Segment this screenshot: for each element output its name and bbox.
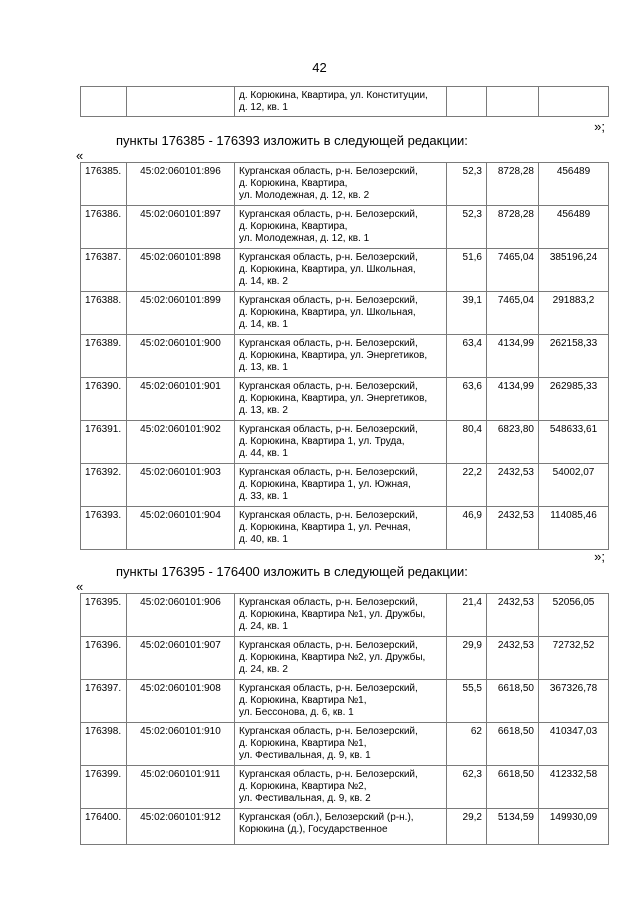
- table-row: [81, 594, 609, 637]
- cell-cadastral: 45:02:060101:902: [127, 421, 235, 464]
- cell-price: 5134,59: [487, 809, 539, 845]
- closing-quote-1: »;: [594, 119, 605, 134]
- address-line: Курганская область, р-н. Белозерский,: [239, 252, 418, 263]
- cell-cadastral: 45:02:060101:907: [127, 637, 235, 680]
- cell-num: 176400.: [81, 809, 127, 845]
- address-line: д. 14, кв. 2: [239, 276, 288, 287]
- address-line: Курганская область, р-н. Белозерский,: [239, 510, 418, 521]
- cell-price: 4134,99: [487, 378, 539, 421]
- cell-address: [235, 292, 447, 335]
- cell-cost: 456489: [539, 163, 609, 206]
- cell-address: [235, 421, 447, 464]
- cell-cost: 72732,52: [539, 637, 609, 680]
- cell-area: 52,3: [447, 206, 487, 249]
- paragraph-intro-1: пункты 176385 - 176393 изложить в следующей редакции:: [116, 133, 468, 148]
- address-line: Курганская область, р-н. Белозерский,: [239, 769, 418, 780]
- address-line: Курганская (обл.), Белозерский (р-н.),: [239, 812, 414, 823]
- opening-quote-1: «: [76, 148, 84, 163]
- address-line: д. Корюкина, Квартира 1, ул. Труда,: [239, 436, 405, 447]
- cell-address: [235, 723, 447, 766]
- address-line: д. Корюкина, Квартира, ул. Энергетиков,: [239, 350, 428, 361]
- address-line: ул. Молодежная, д. 12, кв. 2: [239, 190, 370, 201]
- address-line: д. Корюкина, Квартира, ул. Энергетиков,: [239, 393, 428, 404]
- address-line: д. Корюкина, Квартира, ул. Школьная,: [239, 307, 416, 318]
- cell-area: 62,3: [447, 766, 487, 809]
- cell-cadastral: 45:02:060101:901: [127, 378, 235, 421]
- cell-cadastral: 45:02:060101:908: [127, 680, 235, 723]
- table-row: [81, 206, 609, 249]
- address-line: Курганская область, р-н. Белозерский,: [239, 597, 418, 608]
- address-line: д. 33, кв. 1: [239, 491, 288, 502]
- cell-cadastral: [127, 87, 235, 117]
- cell-cadastral: 45:02:060101:912: [127, 809, 235, 845]
- cell-num: 176386.: [81, 206, 127, 249]
- cell-address: [235, 378, 447, 421]
- cell-num: 176389.: [81, 335, 127, 378]
- cell-num: 176396.: [81, 637, 127, 680]
- table-row: [81, 335, 609, 378]
- cell-price: 6823,80: [487, 421, 539, 464]
- cell-area: 51,6: [447, 249, 487, 292]
- cell-price: 7465,04: [487, 249, 539, 292]
- address-line: Курганская область, р-н. Белозерский,: [239, 640, 418, 651]
- cell-address: [235, 335, 447, 378]
- cell-address: [235, 680, 447, 723]
- cell-cost: 291883,2: [539, 292, 609, 335]
- cell-address: [235, 249, 447, 292]
- table-row: [81, 507, 609, 550]
- address-line: ул. Молодежная, д. 12, кв. 1: [239, 233, 370, 244]
- address-line: Курганская область, р-н. Белозерский,: [239, 467, 418, 478]
- address-line: Курганская область, р-н. Белозерский,: [239, 338, 418, 349]
- cell-cost: 410347,03: [539, 723, 609, 766]
- properties-table-2: [80, 593, 609, 845]
- closing-quote-2: »;: [594, 549, 605, 564]
- cell-price: 2432,53: [487, 507, 539, 550]
- address-line: д. Корюкина, Квартира 1, ул. Южная,: [239, 479, 411, 490]
- cell-cost: 367326,78: [539, 680, 609, 723]
- cell-price: 2432,53: [487, 464, 539, 507]
- cell-num: 176399.: [81, 766, 127, 809]
- address-line: д. Корюкина, Квартира 1, ул. Речная,: [239, 522, 411, 533]
- cell-cadastral: 45:02:060101:900: [127, 335, 235, 378]
- opening-quote-2: «: [76, 579, 84, 594]
- address-line: д. Корюкина, Квартира №1,: [239, 738, 367, 749]
- address-line: д. 14, кв. 1: [239, 319, 288, 330]
- cell-cost: 262158,33: [539, 335, 609, 378]
- table-row: [81, 809, 609, 845]
- address-line: д. 13, кв. 2: [239, 405, 288, 416]
- address-line: д. 13, кв. 1: [239, 362, 288, 373]
- cell-cost: 548633,61: [539, 421, 609, 464]
- address-line: Курганская область, р-н. Белозерский,: [239, 424, 418, 435]
- cell-cost: 54002,07: [539, 464, 609, 507]
- cell-address: [235, 809, 447, 845]
- cell-num: 176391.: [81, 421, 127, 464]
- cell-price: [487, 87, 539, 117]
- cell-cost: [539, 87, 609, 117]
- cell-num: [81, 87, 127, 117]
- cell-num: 176387.: [81, 249, 127, 292]
- cell-cost: 149930,09: [539, 809, 609, 845]
- cell-area: [447, 87, 487, 117]
- address-line: д. Корюкина, Квартира №1,: [239, 695, 367, 706]
- cell-num: 176390.: [81, 378, 127, 421]
- address-line: д. 44, кв. 1: [239, 448, 288, 459]
- cell-address: [235, 594, 447, 637]
- address-line: Курганская область, р-н. Белозерский,: [239, 166, 418, 177]
- cell-area: 39,1: [447, 292, 487, 335]
- cell-cost: 52056,05: [539, 594, 609, 637]
- cell-area: 21,4: [447, 594, 487, 637]
- address-line: д. 24, кв. 2: [239, 664, 288, 675]
- address-line: ул. Фестивальная, д. 9, кв. 2: [239, 793, 371, 804]
- cell-area: 22,2: [447, 464, 487, 507]
- address-line: д. Корюкина, Квартира,: [239, 221, 348, 232]
- address-line: ул. Бессонова, д. 6, кв. 1: [239, 707, 354, 718]
- table-row: [81, 163, 609, 206]
- cell-num: 176397.: [81, 680, 127, 723]
- cell-price: 7465,04: [487, 292, 539, 335]
- table-row: [81, 87, 609, 117]
- cell-price: 6618,50: [487, 766, 539, 809]
- address-line: д. Корюкина, Квартира №2, ул. Дружбы,: [239, 652, 426, 663]
- cell-cost: 262985,33: [539, 378, 609, 421]
- address-line: д. Корюкина, Квартира, ул. Школьная,: [239, 264, 416, 275]
- cell-cadastral: 45:02:060101:906: [127, 594, 235, 637]
- table-row: [81, 292, 609, 335]
- address-line: д. 40, кв. 1: [239, 534, 288, 545]
- cell-address: [235, 163, 447, 206]
- cell-area: 29,9: [447, 637, 487, 680]
- cell-cost: 456489: [539, 206, 609, 249]
- table-row: [81, 421, 609, 464]
- cell-area: 63,4: [447, 335, 487, 378]
- cell-num: 176388.: [81, 292, 127, 335]
- cell-address: [235, 464, 447, 507]
- cell-cost: 114085,46: [539, 507, 609, 550]
- address-line: ул. Фестивальная, д. 9, кв. 1: [239, 750, 371, 761]
- cell-num: 176393.: [81, 507, 127, 550]
- cell-address: [235, 637, 447, 680]
- cell-address: [235, 206, 447, 249]
- cell-cadastral: 45:02:060101:904: [127, 507, 235, 550]
- table-row: [81, 766, 609, 809]
- cell-price: 8728,28: [487, 163, 539, 206]
- address-line: д. Корюкина, Квартира, ул. Конституции,: [239, 90, 428, 101]
- cell-area: 80,4: [447, 421, 487, 464]
- table-row: [81, 723, 609, 766]
- cell-cadastral: 45:02:060101:897: [127, 206, 235, 249]
- properties-table-1: [80, 162, 609, 550]
- table-row: [81, 378, 609, 421]
- address-line: д. Корюкина, Квартира,: [239, 178, 348, 189]
- cell-area: 55,5: [447, 680, 487, 723]
- cell-num: 176395.: [81, 594, 127, 637]
- cell-num: 176385.: [81, 163, 127, 206]
- cell-cadastral: 45:02:060101:899: [127, 292, 235, 335]
- cell-address: [235, 766, 447, 809]
- cell-area: 29,2: [447, 809, 487, 845]
- table-row: [81, 464, 609, 507]
- cell-cost: 385196,24: [539, 249, 609, 292]
- cell-area: 62: [447, 723, 487, 766]
- address-line: Курганская область, р-н. Белозерский,: [239, 209, 418, 220]
- cell-area: 46,9: [447, 507, 487, 550]
- top-fragment-table: [80, 86, 609, 117]
- address-line: д. 24, кв. 1: [239, 621, 288, 632]
- address-line: Курганская область, р-н. Белозерский,: [239, 381, 418, 392]
- page-number: 42: [312, 60, 327, 75]
- cell-price: 4134,99: [487, 335, 539, 378]
- cell-address: [235, 507, 447, 550]
- address-line: д. 12, кв. 1: [239, 102, 288, 113]
- table-row: [81, 249, 609, 292]
- cell-cadastral: 45:02:060101:903: [127, 464, 235, 507]
- address-line: д. Корюкина, Квартира №2,: [239, 781, 367, 792]
- paragraph-intro-2: пункты 176395 - 176400 изложить в следующей редакции:: [116, 564, 468, 579]
- cell-cadastral: 45:02:060101:910: [127, 723, 235, 766]
- address-line: Курганская область, р-н. Белозерский,: [239, 726, 418, 737]
- cell-area: 63,6: [447, 378, 487, 421]
- cell-cadastral: 45:02:060101:898: [127, 249, 235, 292]
- address-line: Курганская область, р-н. Белозерский,: [239, 295, 418, 306]
- address-line: д. Корюкина, Квартира №1, ул. Дружбы,: [239, 609, 426, 620]
- cell-num: 176398.: [81, 723, 127, 766]
- cell-cadastral: 45:02:060101:896: [127, 163, 235, 206]
- cell-price: 2432,53: [487, 637, 539, 680]
- cell-price: 6618,50: [487, 680, 539, 723]
- cell-price: 6618,50: [487, 723, 539, 766]
- table-row: [81, 637, 609, 680]
- cell-cadastral: 45:02:060101:911: [127, 766, 235, 809]
- address-line: Курганская область, р-н. Белозерский,: [239, 683, 418, 694]
- table-row: [81, 680, 609, 723]
- cell-price: 2432,53: [487, 594, 539, 637]
- address-line: Корюкина (д.), Государственное: [239, 824, 388, 835]
- cell-cost: 412332,58: [539, 766, 609, 809]
- cell-price: 8728,28: [487, 206, 539, 249]
- cell-num: 176392.: [81, 464, 127, 507]
- cell-address: [235, 87, 447, 117]
- cell-area: 52,3: [447, 163, 487, 206]
